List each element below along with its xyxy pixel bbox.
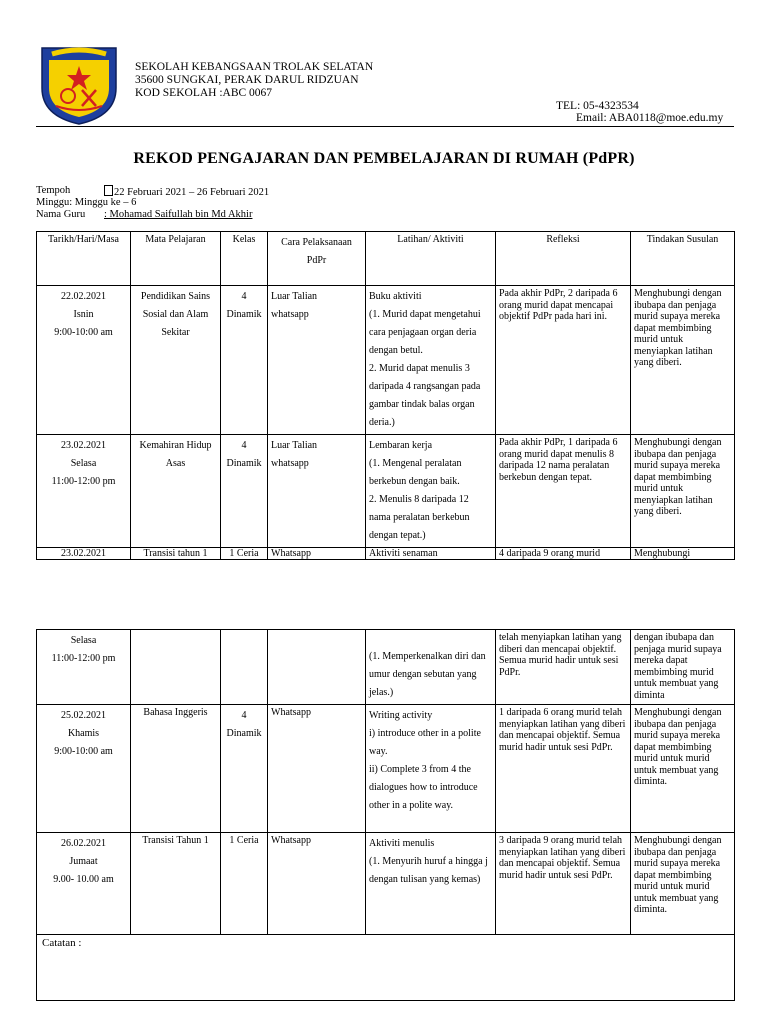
cell-refleksi: telah menyiapkan latihan yang diberi dan mencapai objektif. Semua murid hadir untuk sesi PdPr. [496, 630, 631, 705]
row-date: 26.02.2021 [61, 838, 106, 849]
row-time: 9.00- 10.00 am [53, 874, 114, 885]
header-mata-pelajaran: Mata Pelajaran [131, 232, 221, 286]
cell-subject [131, 630, 221, 705]
cell-subject: Transisi tahun 1 [131, 548, 221, 560]
cell-refleksi: Pada akhir PdPr, 1 daripada 6 orang murid dapat menulis 8 daripada 12 nama peralatan berkebun dengan tepat. [496, 435, 631, 548]
cell-date [37, 286, 131, 435]
latihan-line: 2. Menulis 8 daripada 12 nama peralatan berkebun dengan tepat.) [369, 494, 470, 541]
cell-tindakan: Menghubungi [631, 548, 735, 560]
cell-latihan [366, 630, 496, 705]
latihan-line: i) introduce other in a polite way. [369, 728, 481, 757]
latihan-line: ii) Complete 3 from 4 the dialogues how to introduce other in a polite way. [369, 764, 478, 811]
table-row [37, 705, 735, 833]
cell-date [37, 435, 131, 548]
cell-kelas [221, 435, 268, 548]
minggu-value: : Minggu ke – 6 [69, 197, 137, 208]
guru-label: Nama Guru [36, 209, 86, 220]
header-latihan: Latihan/ Aktiviti [366, 232, 496, 286]
table-row [37, 548, 735, 560]
cell-latihan [366, 435, 496, 548]
cell-refleksi: 4 daripada 9 orang murid [496, 548, 631, 560]
cell-subject: Bahasa Inggeris [131, 705, 221, 833]
cara-line1: Luar Talian [271, 291, 318, 302]
kelas-name: Dinamik [226, 458, 262, 469]
cell-tindakan: Menghubungi dengan ibubapa dan penjaga murid supaya mereka dapat membimbing murid untuk murid untuk membuat yang diminta. [631, 705, 735, 833]
latihan-line: Lembaran kerja [369, 440, 433, 451]
table-row [37, 630, 735, 705]
cara-line2: whatsapp [271, 458, 309, 469]
table-row [37, 833, 735, 935]
tempoh-text: 22 Februari 2021 – 26 Februari 2021 [114, 187, 270, 198]
cell-date [37, 630, 131, 705]
cara-line1: Luar Talian [271, 440, 318, 451]
row-time: 11:00-12:00 pm [51, 653, 116, 664]
cara-line2: whatsapp [271, 309, 309, 320]
latihan-line: (1. Mengenal peralatan berkebun dengan baik. [369, 458, 462, 487]
header-refleksi: Refleksi [496, 232, 631, 286]
row-date: 25.02.2021 [61, 710, 106, 721]
header-tarikh: Tarikh/Hari/Masa [37, 232, 131, 286]
pdpr-table-page1 [36, 231, 735, 560]
latihan-line: Buku aktiviti [369, 291, 422, 302]
cell-kelas: 1 Ceria [221, 548, 268, 560]
cell-cara [268, 435, 366, 548]
cell-latihan [366, 833, 496, 935]
row-date: 22.02.2021 [61, 291, 106, 302]
cell-kelas: 1 Ceria [221, 833, 268, 935]
minggu-row [36, 197, 136, 209]
cell-subject: Kemahiran Hidup Asas [131, 435, 221, 548]
row-time: 9:00-10:00 am [54, 746, 113, 757]
guru-value: : Mohamad Saifullah bin Md Akhir [104, 209, 253, 220]
checkbox-glyph-icon [104, 185, 113, 196]
catatan-row [37, 935, 735, 1001]
cell-date [37, 705, 131, 833]
kelas-name: Dinamik [226, 728, 262, 739]
row-day: Selasa [70, 635, 97, 646]
cell-date [37, 833, 131, 935]
cell-kelas [221, 286, 268, 435]
latihan-line: (1. Memperkenalkan diri dan umur dengan sebutan yang jelas.) [369, 651, 486, 698]
tempoh-label: Tempoh [36, 185, 71, 196]
kelas-name: Dinamik [226, 309, 262, 320]
table-header-row [37, 232, 735, 286]
header-tindakan: Tindakan Susulan [631, 232, 735, 286]
kelas-num: 4 [241, 440, 247, 451]
cell-cara: Whatsapp [268, 833, 366, 935]
row-date: 23.02.2021 [61, 440, 106, 451]
latihan-line: (1. Menyurih huruf a hingga j dengan tulisan yang kemas) [369, 856, 488, 885]
cell-cara [268, 286, 366, 435]
latihan-line: 2. Murid dapat menulis 3 daripada 4 rangsangan pada gambar tindak balas organ deria.) [369, 363, 481, 428]
header-cara: Cara Pelaksanaan PdPr [268, 232, 366, 286]
school-tel: TEL: 05-4323534 [556, 100, 639, 112]
header-divider [36, 126, 734, 127]
cell-cara: Whatsapp [268, 548, 366, 560]
cell-refleksi: 3 daripada 9 orang murid telah menyiapkan latihan yang diberi dan mencapai objektif. Semua murid hadir untuk sesi PdPr. [496, 833, 631, 935]
row-time: 9:00-10:00 am [54, 327, 113, 338]
pdpr-table-page2 [36, 629, 735, 1001]
minggu-label: Minggu [36, 197, 70, 208]
school-email: Email: ABA0118@moe.edu.my [576, 112, 724, 124]
school-logo [38, 44, 120, 126]
cell-latihan: Aktiviti senaman [366, 548, 496, 560]
kelas-num: 4 [241, 710, 247, 721]
cell-latihan [366, 286, 496, 435]
latihan-line: (1. Murid dapat mengetahui cara penjagaan organ deria dengan betul. [369, 309, 481, 356]
latihan-line: Aktiviti menulis [369, 838, 435, 849]
latihan-line: Writing activity [369, 710, 433, 721]
catatan-cell: Catatan : [37, 935, 735, 1001]
row-day: Khamis [67, 728, 100, 739]
row-day: Jumaat [69, 856, 98, 867]
table-row [37, 286, 735, 435]
cell-tindakan: dengan ibubapa dan penjaga murid supaya mereka dapat membimbing murid untuk membuat yang diminta [631, 630, 735, 705]
cell-kelas [221, 705, 268, 833]
page-title: REKOD PENGAJARAN DAN PEMBELAJARAN DI RUMAH (PdPR) [133, 150, 635, 167]
row-day: Selasa [70, 458, 97, 469]
cell-tindakan: Menghubungi dengan ibubapa dan penjaga murid supaya mereka dapat membimbing murid untuk menyiapkan latihan yang diberi. [631, 435, 735, 548]
cell-subject: Transisi Tahun 1 [131, 833, 221, 935]
header-kelas: Kelas [221, 232, 268, 286]
row-day: Isnin [73, 309, 94, 320]
school-name: SEKOLAH KEBANGSAAN TROLAK SELATAN [135, 61, 374, 73]
school-code: KOD SEKOLAH :ABC 0067 [135, 87, 273, 99]
school-address: 35600 SUNGKAI, PERAK DARUL RIDZUAN [135, 74, 359, 86]
cell-kelas [221, 630, 268, 705]
cell-tindakan: Menghubungi dengan ibubapa dan penjaga murid supaya mereka dapat membimbing murid untuk murid untuk membuat yang diminta. [631, 833, 735, 935]
cell-cara: Whatsapp [268, 705, 366, 833]
cell-tindakan: Menghubungi dengan ibubapa dan penjaga murid supaya mereka dapat membimbing murid untuk menyiapkan latihan yang diberi. [631, 286, 735, 435]
table-row [37, 435, 735, 548]
cell-refleksi: Pada akhir PdPr, 2 daripada 6 orang murid dapat mencapai objektif PdPr pada hari ini. [496, 286, 631, 435]
row-time: 11:00-12:00 pm [51, 476, 116, 487]
cell-latihan [366, 705, 496, 833]
kelas-num: 4 [241, 291, 247, 302]
cell-refleksi: 1 daripada 6 orang murid telah menyiapkan latihan yang diberi dan mencapai objektif. Semua murid hadir untuk sesi PdPr. [496, 705, 631, 833]
cell-cara [268, 630, 366, 705]
cell-date: 23.02.2021 [37, 548, 131, 560]
cell-subject: Pendidikan Sains Sosial dan Alam Sekitar [131, 286, 221, 435]
